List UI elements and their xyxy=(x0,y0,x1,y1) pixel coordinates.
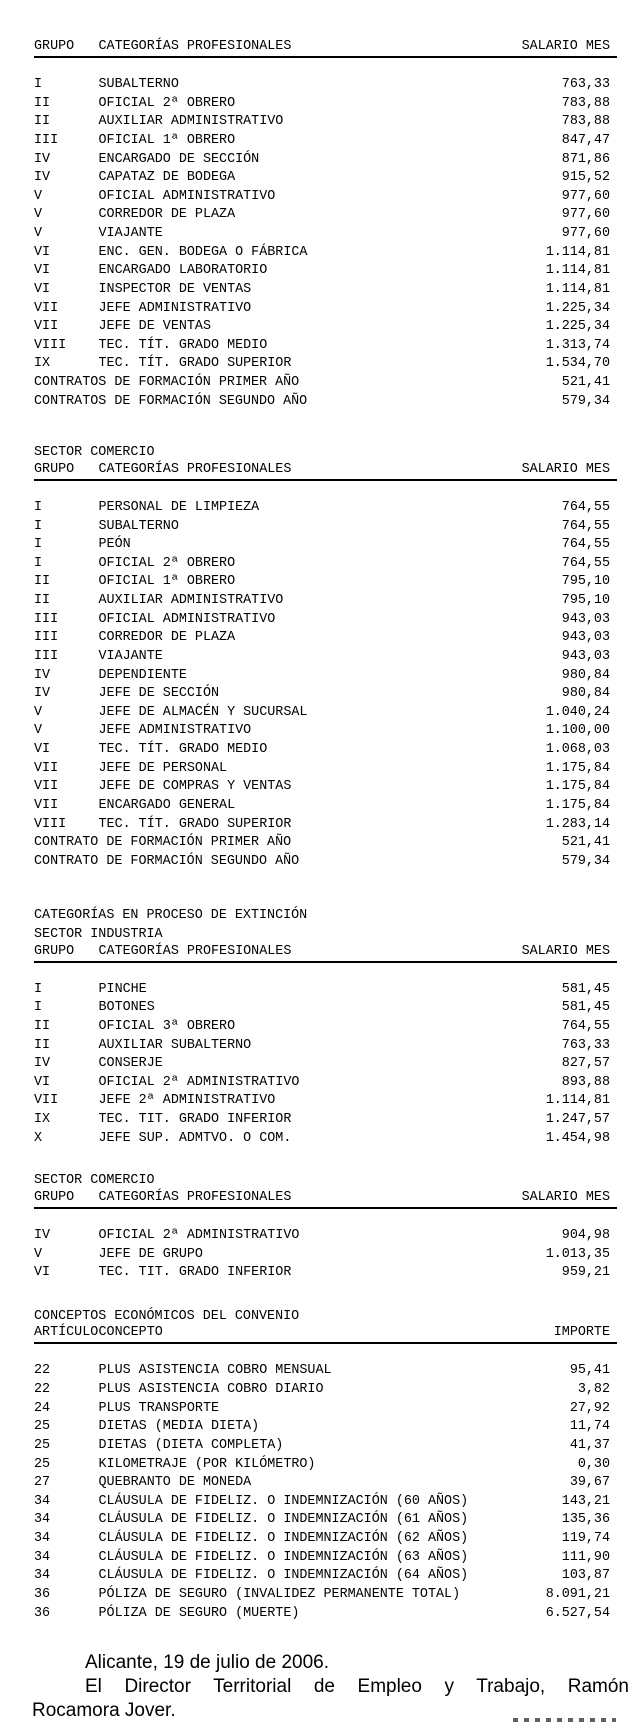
row-group: III xyxy=(34,132,59,148)
row-category: AUXILIAR ADMINISTRATIVO xyxy=(98,114,284,130)
row-value: 1.114,81 xyxy=(545,244,610,260)
row-group: 22 xyxy=(34,1363,51,1379)
row-group: I xyxy=(34,537,43,553)
row-group: V xyxy=(34,723,43,739)
row-value: 893,88 xyxy=(561,1074,610,1090)
column-header-grupo: GRUPO xyxy=(34,943,75,959)
row-category: ENCARGADO DE SECCIÓN xyxy=(98,151,260,167)
row-group: I xyxy=(34,77,43,92)
table-row xyxy=(34,1418,617,1437)
column-header-salario: SALARIO MES xyxy=(521,39,610,54)
row-category: OFICIAL 2ª ADMINISTRATIVO xyxy=(98,1227,300,1243)
column-header-grupo: GRUPO xyxy=(34,39,75,54)
row-category: VIAJANTE xyxy=(98,648,163,664)
table-row xyxy=(34,1111,617,1130)
row-value: 111,90 xyxy=(561,1549,610,1565)
row-value: 783,88 xyxy=(561,95,610,111)
table-row xyxy=(34,685,617,704)
table-row xyxy=(34,1511,617,1530)
table-row xyxy=(34,853,617,872)
row-value: 783,88 xyxy=(561,114,610,130)
table-row xyxy=(34,1246,617,1265)
row-label: CONTRATOS DE FORMACIÓN SEGUNDO AÑO xyxy=(34,393,308,409)
row-group: 36 xyxy=(34,1605,51,1621)
table-row xyxy=(34,206,617,225)
row-category: OFICIAL 2ª OBRERO xyxy=(98,95,236,111)
row-group: V xyxy=(34,704,43,720)
table-row xyxy=(34,132,617,151)
row-value: 943,03 xyxy=(561,630,610,646)
row-category: PLUS ASISTENCIA COBRO DIARIO xyxy=(98,1382,324,1397)
row-group: VI xyxy=(34,281,51,297)
table-row xyxy=(34,704,617,723)
row-group: 22 xyxy=(34,1382,51,1397)
table-row xyxy=(34,499,617,518)
row-value: 915,52 xyxy=(561,170,610,186)
row-group: II xyxy=(34,574,51,590)
row-group: 25 xyxy=(34,1456,51,1472)
row-category: CORREDOR DE PLAZA xyxy=(98,630,236,646)
table-row xyxy=(34,76,617,95)
row-category: OFICIAL 2ª ADMINISTRATIVO xyxy=(98,1074,300,1090)
table-row xyxy=(34,1400,617,1419)
table-row xyxy=(34,225,617,244)
row-group: III xyxy=(34,611,59,627)
row-group: IV xyxy=(34,1227,51,1243)
conceptos-economicos-table xyxy=(34,1308,617,1623)
row-category: PINCHE xyxy=(98,981,147,997)
row-group: 27 xyxy=(34,1475,51,1491)
row-value: 1.313,74 xyxy=(545,337,610,353)
row-category: SUBALTERNO xyxy=(98,518,179,534)
section-title: CATEGORÍAS EN PROCESO DE EXTINCIÓN xyxy=(34,908,308,924)
row-group: II xyxy=(34,593,51,608)
row-value: 1.114,81 xyxy=(545,281,610,297)
row-value: 1.225,34 xyxy=(545,300,610,316)
row-value: 119,74 xyxy=(561,1531,610,1546)
row-group: I xyxy=(34,1000,43,1016)
table-row xyxy=(34,667,617,686)
row-label: CONTRATO DE FORMACIÓN SEGUNDO AÑO xyxy=(34,853,300,869)
row-value: 27,92 xyxy=(569,1400,610,1416)
table-row xyxy=(34,648,617,667)
row-group: IV xyxy=(34,686,51,702)
row-category: TEC. TIT. GRADO INFERIOR xyxy=(98,1265,292,1281)
table-body xyxy=(34,1227,617,1283)
row-category: INSPECTOR DE VENTAS xyxy=(98,281,252,297)
row-group: V xyxy=(34,1246,43,1262)
salary-table-comercio xyxy=(34,444,617,871)
row-value: 39,67 xyxy=(569,1475,610,1491)
row-category: JEFE DE SECCIÓN xyxy=(98,686,220,702)
table-row xyxy=(34,611,617,630)
row-value: 980,84 xyxy=(561,686,610,702)
row-value: 764,55 xyxy=(561,499,610,515)
table-row xyxy=(34,1037,617,1056)
row-value: 943,03 xyxy=(561,648,610,664)
section-subtitle: SECTOR INDUSTRIA xyxy=(34,927,163,942)
table-row xyxy=(34,778,617,797)
row-value: 579,34 xyxy=(561,393,610,409)
row-category: PÓLIZA DE SEGURO (INVALIDEZ PERMANENTE TOTAL) xyxy=(98,1586,461,1602)
column-header-grupo: GRUPO xyxy=(34,461,75,477)
column-header-salario: SALARIO MES xyxy=(521,1189,610,1205)
row-category: OFICIAL 3ª OBRERO xyxy=(98,1018,236,1034)
column-header-categorias: CATEGORÍAS PROFESIONALES xyxy=(98,1189,292,1205)
table-row xyxy=(34,1586,617,1605)
table-row xyxy=(34,262,617,281)
row-category: PERSONAL DE LIMPIEZA xyxy=(98,499,260,515)
closing-paragraph xyxy=(32,1651,629,1723)
row-group: IV xyxy=(34,151,51,167)
table-row xyxy=(34,518,617,537)
row-group: VI xyxy=(34,1265,51,1281)
table-row xyxy=(34,834,617,853)
table-row xyxy=(34,244,617,263)
table-header-row xyxy=(34,1191,617,1209)
row-value: 1.454,98 xyxy=(545,1130,610,1146)
column-header-categorias: CATEGORÍAS PROFESIONALES xyxy=(98,943,292,959)
row-group: 34 xyxy=(34,1531,51,1546)
row-category: ENCARGADO LABORATORIO xyxy=(98,263,268,279)
row-value: 1.534,70 xyxy=(545,356,610,372)
row-category: PLUS TRANSPORTE xyxy=(98,1400,220,1416)
table-body xyxy=(34,76,617,411)
section-title: SECTOR COMERCIO xyxy=(34,445,155,461)
row-group: III xyxy=(34,630,59,646)
row-value: 959,21 xyxy=(561,1265,610,1281)
cropped-print-artifact xyxy=(513,1718,616,1722)
table-row xyxy=(34,722,617,741)
row-category: AUXILIAR SUBALTERNO xyxy=(98,1037,252,1053)
row-group: 36 xyxy=(34,1586,51,1602)
row-group: 34 xyxy=(34,1549,51,1565)
row-category: DEPENDIENTE xyxy=(98,667,187,683)
row-value: 143,21 xyxy=(561,1493,610,1509)
table-row xyxy=(34,374,617,393)
row-category: PÓLIZA DE SEGURO (MUERTE) xyxy=(98,1605,300,1621)
row-category: CONSERJE xyxy=(98,1056,163,1072)
row-group: VIII xyxy=(34,337,67,353)
row-value: 1.175,84 xyxy=(545,779,610,795)
table-row xyxy=(34,1130,617,1149)
row-value: 3,82 xyxy=(577,1382,610,1397)
column-header-categorias: CATEGORÍAS PROFESIONALES xyxy=(98,39,292,54)
row-category: ENC. GEN. BODEGA O FÁBRICA xyxy=(98,244,308,260)
row-group: IX xyxy=(34,356,51,372)
row-category: TEC. TÍT. GRADO MEDIO xyxy=(98,337,268,353)
row-value: 1.175,84 xyxy=(545,760,610,776)
row-group: II xyxy=(34,114,51,130)
table-row xyxy=(34,1530,617,1549)
table-row xyxy=(34,1567,617,1586)
table-row xyxy=(34,741,617,760)
section-title: CONCEPTOS ECONÓMICOS DEL CONVENIO xyxy=(34,1308,300,1324)
row-category: BOTONES xyxy=(98,1000,155,1016)
row-value: 764,55 xyxy=(561,555,610,571)
column-header-grupo: GRUPO xyxy=(34,1189,75,1205)
section-title: SECTOR COMERCIO xyxy=(34,1173,155,1189)
row-group: V xyxy=(34,207,43,223)
table-row xyxy=(34,1456,617,1475)
row-value: 1.013,35 xyxy=(545,1246,610,1262)
row-value: 11,74 xyxy=(569,1419,610,1435)
row-group: VI xyxy=(34,1074,51,1090)
table-body xyxy=(34,499,617,872)
table-row xyxy=(34,1362,617,1381)
row-category: JEFE 2ª ADMINISTRATIVO xyxy=(98,1093,276,1109)
row-group: VII xyxy=(34,779,59,795)
row-value: 1.225,34 xyxy=(545,319,610,335)
row-group: 34 xyxy=(34,1568,51,1584)
row-value: 763,33 xyxy=(561,77,610,92)
table-row xyxy=(34,573,617,592)
table-row xyxy=(34,797,617,816)
table-row xyxy=(34,113,617,132)
table-row xyxy=(34,1227,617,1246)
row-category: OFICIAL 1ª OBRERO xyxy=(98,574,236,590)
row-group: IV xyxy=(34,667,51,683)
extinction-table-industria xyxy=(34,907,617,1148)
row-group: I xyxy=(34,981,43,997)
row-category: TEC. TÍT. GRADO MEDIO xyxy=(98,742,268,757)
row-category: JEFE DE ALMACÉN Y SUCURSAL xyxy=(98,704,308,720)
row-value: 764,55 xyxy=(561,537,610,553)
table-row xyxy=(34,151,617,170)
row-category: OFICIAL 1ª OBRERO xyxy=(98,132,236,148)
table-row xyxy=(34,629,617,648)
row-group: VII xyxy=(34,1093,59,1109)
row-group: II xyxy=(34,1037,51,1053)
signature-line: El Director Territorial de Empleo y Trabajo, Ramón xyxy=(85,1676,629,1698)
row-category: JEFE DE GRUPO xyxy=(98,1246,203,1262)
row-category: CLÁUSULA DE FIDELIZ. O INDEMNIZACIÓN (64 AÑOS) xyxy=(98,1568,469,1584)
table-row xyxy=(34,188,617,207)
table-row xyxy=(34,760,617,779)
row-value: 1.247,57 xyxy=(545,1112,610,1127)
row-category: DIETAS (DIETA COMPLETA) xyxy=(98,1437,284,1453)
row-value: 827,57 xyxy=(561,1056,610,1072)
row-value: 977,60 xyxy=(561,188,610,204)
row-value: 763,33 xyxy=(561,1037,610,1053)
row-group: IV xyxy=(34,1056,51,1072)
row-category: TEC. TÍT. GRADO SUPERIOR xyxy=(98,816,292,832)
table-row xyxy=(34,1493,617,1512)
table-row xyxy=(34,536,617,555)
table-row xyxy=(34,169,617,188)
row-value: 103,87 xyxy=(561,1568,610,1584)
table-body xyxy=(34,981,617,1149)
row-value: 1.100,00 xyxy=(545,723,610,739)
row-value: 904,98 xyxy=(561,1227,610,1243)
row-value: 0,30 xyxy=(577,1456,610,1472)
table-row xyxy=(34,393,617,412)
row-value: 95,41 xyxy=(569,1363,610,1379)
table-row xyxy=(34,300,617,319)
row-category: SUBALTERNO xyxy=(98,77,179,92)
row-category: CLÁUSULA DE FIDELIZ. O INDEMNIZACIÓN (61 AÑOS) xyxy=(98,1512,469,1528)
row-value: 795,10 xyxy=(561,574,610,590)
row-category: AUXILIAR ADMINISTRATIVO xyxy=(98,593,284,608)
row-category: QUEBRANTO DE MONEDA xyxy=(98,1475,252,1491)
row-category: PEÓN xyxy=(98,537,131,553)
row-value: 521,41 xyxy=(561,835,610,851)
column-header-importe: IMPORTE xyxy=(553,1325,610,1341)
table-row xyxy=(34,1474,617,1493)
row-group: II xyxy=(34,95,51,111)
table-row xyxy=(34,337,617,356)
table-body xyxy=(34,1362,617,1623)
table-row xyxy=(34,1437,617,1456)
row-group: V xyxy=(34,226,43,241)
row-value: 41,37 xyxy=(569,1437,610,1453)
table-row xyxy=(34,816,617,835)
row-category: ENCARGADO GENERAL xyxy=(98,797,236,813)
table-row xyxy=(34,999,617,1018)
table-row xyxy=(34,355,617,374)
extinction-table-comercio xyxy=(34,1172,617,1283)
row-category: TEC. TIT. GRADO INFERIOR xyxy=(98,1112,292,1127)
row-group: VI xyxy=(34,263,51,279)
row-category: VIAJANTE xyxy=(98,226,163,241)
row-value: 1.175,84 xyxy=(545,797,610,813)
row-group: 25 xyxy=(34,1419,51,1435)
table-row xyxy=(34,318,617,337)
row-value: 1.114,81 xyxy=(545,1093,610,1109)
table-header-row xyxy=(34,463,617,481)
row-category: TEC. TÍT. GRADO SUPERIOR xyxy=(98,356,292,372)
column-header-salario: SALARIO MES xyxy=(521,461,610,477)
row-category: OFICIAL ADMINISTRATIVO xyxy=(98,611,276,627)
row-category: OFICIAL ADMINISTRATIVO xyxy=(98,188,276,204)
row-group: VII xyxy=(34,319,59,335)
row-category: JEFE DE VENTAS xyxy=(98,319,211,335)
row-value: 764,55 xyxy=(561,1018,610,1034)
row-group: 34 xyxy=(34,1512,51,1528)
table-header-row xyxy=(34,945,617,963)
table-row xyxy=(34,1264,617,1283)
row-value: 977,60 xyxy=(561,226,610,241)
row-category: JEFE ADMINISTRATIVO xyxy=(98,300,252,316)
column-header-concepto: CONCEPTO xyxy=(98,1325,163,1341)
row-value: 581,45 xyxy=(561,981,610,997)
row-value: 1.114,81 xyxy=(545,263,610,279)
table-header-row xyxy=(34,40,617,58)
table-row xyxy=(34,1381,617,1400)
row-group: I xyxy=(34,555,43,571)
signature-name-line: Rocamora Jover. xyxy=(32,1700,176,1722)
row-category: JEFE ADMINISTRATIVO xyxy=(98,723,252,739)
row-category: CLÁUSULA DE FIDELIZ. O INDEMNIZACIÓN (60 AÑOS) xyxy=(98,1493,469,1509)
column-header-categorias: CATEGORÍAS PROFESIONALES xyxy=(98,461,292,477)
row-group: X xyxy=(34,1130,43,1146)
row-value: 1.068,03 xyxy=(545,742,610,757)
row-value: 764,55 xyxy=(561,518,610,534)
row-group: V xyxy=(34,188,43,204)
row-group: VII xyxy=(34,797,59,813)
table-header-row xyxy=(34,1326,617,1344)
row-category: CAPATAZ DE BODEGA xyxy=(98,170,236,186)
row-value: 579,34 xyxy=(561,853,610,869)
row-group: VI xyxy=(34,742,51,757)
row-value: 871,86 xyxy=(561,151,610,167)
row-group: VI xyxy=(34,244,51,260)
row-value: 521,41 xyxy=(561,375,610,390)
table-row xyxy=(34,1055,617,1074)
salary-table-industria xyxy=(34,40,617,411)
row-group: I xyxy=(34,499,43,515)
table-row xyxy=(34,1074,617,1093)
row-category: JEFE SUP. ADMTVO. O COM. xyxy=(98,1130,292,1146)
row-value: 795,10 xyxy=(561,593,610,608)
table-row xyxy=(34,555,617,574)
table-row xyxy=(34,281,617,300)
row-group: III xyxy=(34,648,59,664)
table-row xyxy=(34,1605,617,1624)
row-value: 6.527,54 xyxy=(545,1605,610,1621)
row-category: JEFE DE COMPRAS Y VENTAS xyxy=(98,779,292,795)
row-value: 135,36 xyxy=(561,1512,610,1528)
table-row xyxy=(34,981,617,1000)
row-label: CONTRATO DE FORMACIÓN PRIMER AÑO xyxy=(34,835,292,851)
row-value: 8.091,21 xyxy=(545,1586,610,1602)
row-category: PLUS ASISTENCIA COBRO MENSUAL xyxy=(98,1363,332,1379)
row-category: DIETAS (MEDIA DIETA) xyxy=(98,1419,260,1435)
date-line: Alicante, 19 de julio de 2006. xyxy=(85,1652,330,1674)
row-group: VIII xyxy=(34,816,67,832)
row-group: IX xyxy=(34,1112,51,1127)
row-group: I xyxy=(34,518,43,534)
table-row xyxy=(34,1549,617,1568)
row-label: CONTRATOS DE FORMACIÓN PRIMER AÑO xyxy=(34,375,300,390)
row-value: 943,03 xyxy=(561,611,610,627)
row-value: 581,45 xyxy=(561,1000,610,1016)
table-row xyxy=(34,1018,617,1037)
row-category: CLÁUSULA DE FIDELIZ. O INDEMNIZACIÓN (63 AÑOS) xyxy=(98,1549,469,1565)
row-group: 25 xyxy=(34,1437,51,1453)
row-group: 34 xyxy=(34,1493,51,1509)
row-value: 847,47 xyxy=(561,132,610,148)
row-group: II xyxy=(34,1018,51,1034)
row-group: IV xyxy=(34,170,51,186)
row-category: CLÁUSULA DE FIDELIZ. O INDEMNIZACIÓN (62 AÑOS) xyxy=(98,1531,469,1546)
row-category: CORREDOR DE PLAZA xyxy=(98,207,236,223)
row-value: 977,60 xyxy=(561,207,610,223)
table-row xyxy=(34,592,617,611)
row-group: VII xyxy=(34,760,59,776)
column-header-salario: SALARIO MES xyxy=(521,943,610,959)
table-row xyxy=(34,95,617,114)
row-value: 1.283,14 xyxy=(545,816,610,832)
table-row xyxy=(34,1092,617,1111)
row-value: 1.040,24 xyxy=(545,704,610,720)
row-group: 24 xyxy=(34,1400,51,1416)
column-header-articulo: ARTÍCULO xyxy=(34,1325,99,1341)
row-category: OFICIAL 2ª OBRERO xyxy=(98,555,236,571)
row-category: JEFE DE PERSONAL xyxy=(98,760,228,776)
row-value: 980,84 xyxy=(561,667,610,683)
row-category: KILOMETRAJE (POR KILÓMETRO) xyxy=(98,1456,316,1472)
row-group: VII xyxy=(34,300,59,316)
